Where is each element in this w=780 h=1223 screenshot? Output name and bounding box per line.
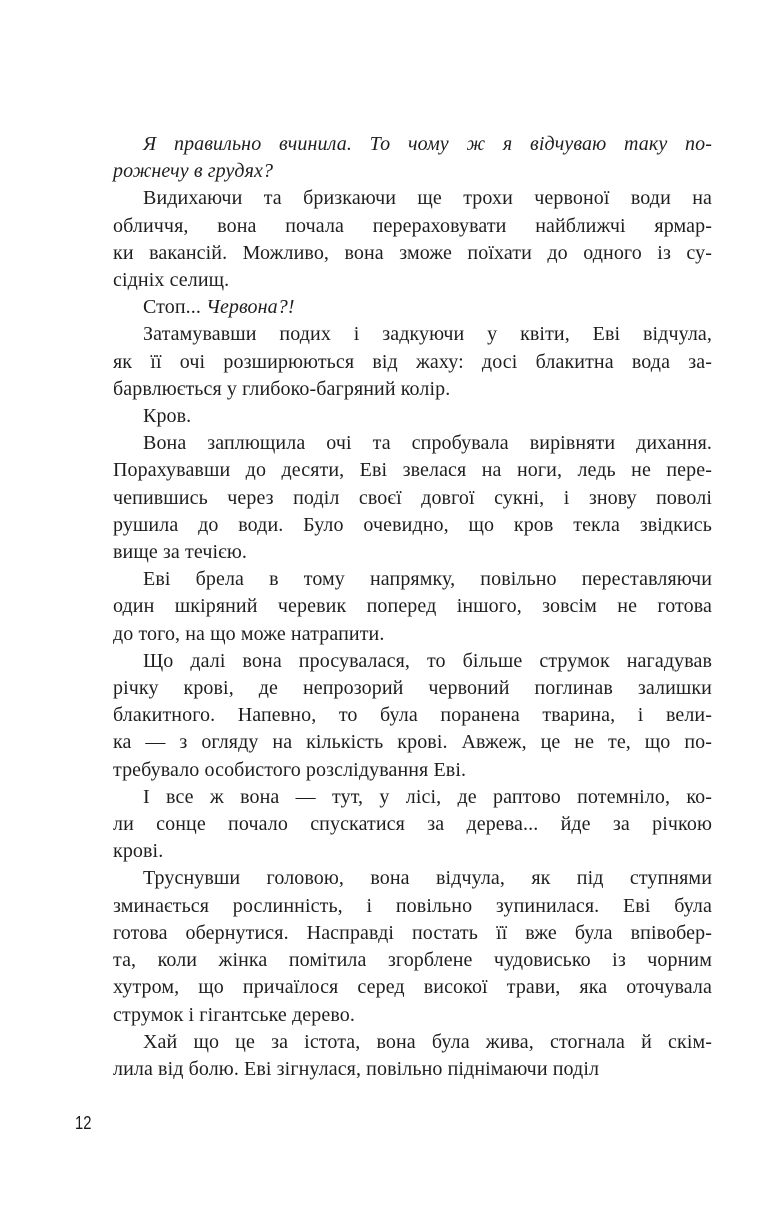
text-line [113, 485, 712, 512]
paragraph [113, 648, 712, 784]
body-text: І все ж вона — тут, у лісі, де раптово потемніло, ко- [143, 785, 712, 808]
text-line [113, 131, 712, 158]
paragraph [113, 403, 712, 430]
body-text: Видихаючи та бризкаючи ще трохи червоної води на [143, 187, 712, 210]
paragraph [113, 185, 712, 294]
emphasized-text: Я правильно вчинила. То чому ж я відчуваю таку по- [143, 133, 712, 155]
body-text: річку крові, де непрозорий червоний поглинав залишки [113, 677, 712, 700]
text-line [113, 974, 712, 1001]
text-line [113, 675, 712, 702]
text-line [113, 757, 712, 784]
emphasized-text: рожнечу в грудях? [113, 160, 274, 183]
body-text: до того, на що може натрапити. [113, 622, 385, 645]
text-line [113, 865, 712, 892]
paragraph [113, 321, 712, 403]
body-text: Кров. [143, 405, 192, 428]
paragraph [113, 131, 712, 185]
text-line [113, 294, 712, 321]
text-block [113, 131, 712, 1083]
text-line [113, 621, 712, 648]
body-text: хутром, що причаїлося серед високої трави, яка оточувала [113, 976, 712, 999]
text-line [113, 185, 712, 212]
text-line [113, 512, 712, 539]
text-line [113, 457, 712, 484]
text-line [113, 729, 712, 756]
body-text: вище за течією. [113, 541, 247, 564]
text-line [113, 1056, 712, 1083]
body-text: один шкіряний черевик поперед іншого, зовсім не готова [113, 595, 712, 618]
body-text: Порахувавши до десяти, Еві звелася на ноги, ледь не пере- [113, 459, 712, 482]
body-text: Вона заплющила очі та спробувала вирівняти дихання. [143, 432, 712, 455]
body-text: требувало особистого розслідування Еві. [113, 758, 467, 781]
text-line [113, 838, 712, 865]
body-text: лила від болю. Еві зігнулася, повільно піднімаючи поділ [113, 1057, 600, 1080]
body-text: та, коли жінка помітила згорблене чудовисько із чорним [113, 949, 712, 972]
body-text: крові. [113, 840, 164, 863]
text-line [113, 1002, 712, 1029]
text-line [113, 566, 712, 593]
body-text: готова обернутися. Насправді постать її вже була впівобер- [113, 921, 712, 944]
text-line [113, 947, 712, 974]
body-text: сідніх селищ. [113, 269, 230, 292]
body-text: барвлюється у глибоко-багряний колір. [113, 377, 451, 400]
paragraph [113, 784, 712, 866]
text-line [113, 784, 712, 811]
text-line [113, 920, 712, 947]
body-text: Затамувавши подих і задкуючи у квіти, Еві відчула, [143, 323, 712, 346]
body-text: Що далі вона просувалася, то більше струмок нагадував [143, 649, 712, 672]
text-line [113, 376, 712, 403]
body-text: ка — з огляду на кількість крові. Авжеж, це не те, що по- [113, 731, 712, 754]
text-line [113, 539, 712, 566]
body-text: як її очі розширюються від жаху: досі блакитна вода за- [113, 350, 712, 373]
body-text: обличчя, вона почала перераховувати найближчі ярмар- [113, 214, 712, 237]
text-line [113, 158, 712, 185]
text-line [113, 893, 712, 920]
body-text: струмок і гігантське дерево. [113, 1003, 355, 1026]
paragraph [113, 566, 712, 648]
body-text: зминається рослинність, і повільно зупинилася. Еві була [113, 894, 712, 917]
body-text: чепившись через поділ своєї довгої сукні, і знову поволі [113, 486, 712, 509]
text-line [113, 213, 712, 240]
paragraph [113, 865, 712, 1028]
text-line [113, 267, 712, 294]
body-text: Труснувши головою, вона відчула, як під ступнями [143, 867, 712, 890]
text-line [113, 430, 712, 457]
body-text: ли сонце почало спускатися за дерева... йде за річкою [113, 813, 712, 836]
paragraph [113, 294, 712, 321]
page-number: 12 [75, 1113, 92, 1133]
body-text: Хай що це за істота, вона була жива, стогнала й скім- [143, 1030, 712, 1053]
body-text: Стоп... [143, 296, 207, 319]
body-text: Еві брела в тому напрямку, повільно переставляючи [143, 568, 712, 591]
text-line [113, 321, 712, 348]
body-text: ки вакансій. Можливо, вона зможе поїхати до одного із су- [113, 241, 712, 264]
text-line [113, 648, 712, 675]
body-text: рушила до води. Було очевидно, що кров текла звідкись [113, 513, 712, 536]
paragraph [113, 430, 712, 566]
text-line [113, 702, 712, 729]
text-line [113, 593, 712, 620]
emphasized-text: Червона?! [206, 296, 295, 319]
text-line [113, 1029, 712, 1056]
text-line [113, 811, 712, 838]
text-line [113, 403, 712, 430]
body-text: блакитного. Напевно, то була поранена тварина, і вели- [113, 704, 712, 727]
text-line [113, 349, 712, 376]
paragraph [113, 1029, 712, 1083]
text-line [113, 240, 712, 267]
